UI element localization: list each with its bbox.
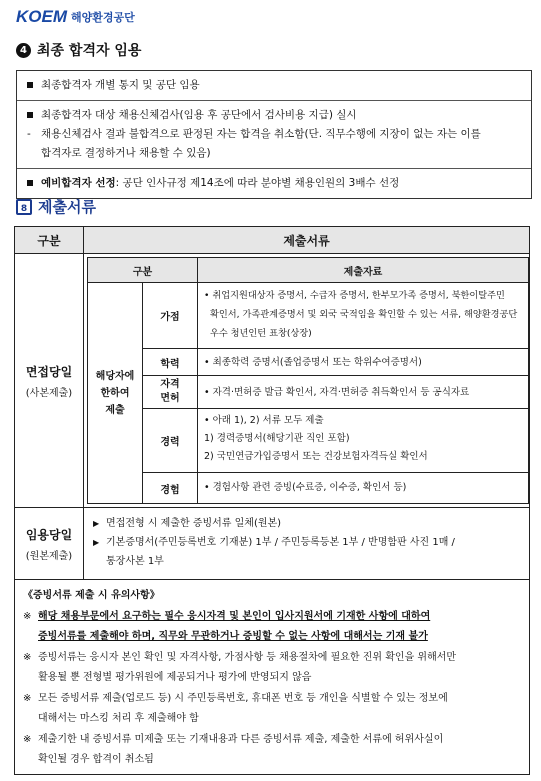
note-item: [23, 607, 521, 648]
note-text: 증빙서류를 제출해야 하며, 직무와 무관하거나 증빙할 수 없는 사항에 대해서는 기재 불가: [38, 631, 428, 642]
box-item: [17, 71, 531, 100]
interview-label: [15, 254, 84, 508]
box-item-text: 최종합격자 개별 통지 및 공단 임용: [41, 79, 200, 91]
box-sub-text: 채용신체검사 결과 불합격으로 판정된 자는 합격을 취소함(단. 직무수행에 지장이 없는 자는 이를: [41, 128, 481, 140]
doc-line: 확인서, 가족관계증명서 및 외국 국적임을 확인할 수 있는 서류, 해양환경공단: [210, 309, 518, 320]
note-text: 해당 채용부문에서 요구하는 필수 응시자격 및 본인이 입사지원서에 기재한 사항에 대하여: [38, 610, 431, 622]
applicable-label: [88, 283, 143, 503]
box-item: [17, 100, 531, 168]
row-label-exp: 경험: [143, 473, 198, 503]
note-text: 확인될 경우 합격이 취소됨: [38, 754, 154, 765]
section-title-docs: [16, 196, 96, 217]
inner-header-gubun: 구분: [88, 258, 198, 283]
note-text: 대해서는 마스킹 처리 후 제출해야 함: [38, 713, 199, 724]
doc-line: • 아래 1), 2) 서류 모두 제출: [204, 415, 324, 426]
box-item-text: : 공단 인사규정 제14조에 따라 분야별 채용인원의 3배수 선정: [115, 177, 400, 189]
applicable-text: 제출: [105, 404, 125, 416]
appoint-sub: (원본제출): [25, 550, 73, 562]
row-docs-cert: • 자격·면허증 발급 확인서, 자격·면허증 취득확인서 등 공식자료: [198, 376, 528, 409]
square-bullet-icon: [27, 112, 33, 118]
appoint-text: 통장사본 1부: [106, 556, 164, 567]
note-mark: ※: [23, 733, 32, 745]
reserve-label: 예비합격자 선정: [41, 177, 116, 189]
appoint-label: [15, 508, 84, 580]
box-sub-item: [27, 125, 521, 163]
doc-line: 우수 청년인턴 표창(상장): [210, 328, 312, 339]
applicable-text: 한하여: [100, 387, 130, 399]
appoint-title: 임용당일: [25, 527, 73, 542]
cert-label-text: 면허: [160, 393, 180, 404]
number-4-icon: 4: [16, 43, 31, 58]
section-8-icon: 8: [16, 199, 32, 215]
header-docs: 제출서류: [84, 227, 529, 254]
triangle-bullet-icon: ▶: [93, 519, 100, 528]
row-docs-career: [198, 409, 528, 473]
square-bullet-icon: [27, 180, 33, 186]
square-bullet-icon: [27, 82, 33, 88]
note-text: 제출기한 내 증빙서류 미제출 또는 기재내용과 다른 증빙서류 제출, 제출한 서류에 허위사실이: [38, 733, 444, 745]
dash-icon: -: [27, 128, 31, 140]
box-item: [17, 168, 531, 198]
row-docs-bonus: [198, 283, 528, 349]
triangle-bullet-icon: ▶: [93, 538, 100, 547]
notes-section: [15, 580, 529, 774]
inner-docs-table: [87, 257, 529, 504]
logo-ko: 해양환경공단: [71, 11, 135, 24]
note-text: 활용될 뿐 전형별 평가위원에 제공되거나 평가에 반영되지 않음: [38, 672, 312, 683]
note-mark: ※: [23, 651, 32, 663]
note-item: [23, 648, 521, 689]
box-sub-text: 합격자로 결정하거나 채용할 수 있음): [41, 147, 211, 159]
section-title-text: 최종 합격자 임용: [37, 43, 142, 59]
docs-table: [14, 226, 530, 775]
cert-label-text: 자격: [160, 379, 180, 390]
appoint-docs: [84, 508, 529, 580]
note-mark: ※: [23, 610, 32, 622]
logo-en: KOEM: [16, 7, 67, 26]
row-docs-exp: • 경험사항 관련 증빙(수료증, 이수증, 확인서 등): [204, 482, 407, 493]
row-label-cert: [143, 376, 198, 409]
interview-sub: (사본제출): [25, 387, 73, 399]
appoint-item: [93, 514, 521, 533]
applicable-text: 해당자에: [95, 370, 135, 382]
note-item: [23, 730, 521, 771]
row-docs-edu: • 최종학력 증명서(졸업증명서 또는 학위수여증명서): [198, 349, 528, 376]
doc-line: • 취업지원대상자 증명서, 수급자 증명서, 한부모가족 증명서, 북한이탈주민: [204, 290, 505, 301]
notes-title: 《증빙서류 제출 시 유의사항》: [23, 590, 160, 601]
section-title-text: 제출서류: [38, 198, 96, 216]
row-label-edu: 학력: [143, 349, 198, 376]
note-mark: ※: [23, 692, 32, 704]
doc-line: 2) 국민연금가입증명서 또는 건강보험자격득실 확인서: [204, 451, 428, 462]
logo: [16, 6, 135, 28]
interview-title: 면접당일: [25, 364, 73, 379]
row-label-career: 경력: [143, 409, 198, 473]
appoint-item: [93, 533, 521, 552]
doc-line: 1) 경력증명서(해당기관 직인 포함): [204, 433, 350, 444]
box-item-text: 최종합격자 대상 채용신체검사(임용 후 공단에서 검사비용 지급) 실시: [41, 109, 357, 121]
section-title-final: [16, 40, 141, 60]
note-text: 모든 증빙서류 제출(업로드 등) 시 주민등록번호, 휴대폰 번호 등 개인을 식별할 수 있는 정보에: [38, 692, 448, 704]
appoint-text: 기본증명서(주민등록번호 기재분) 1부 / 주민등록등본 1부 / 반명함판 사진 1매 /: [106, 537, 455, 548]
note-item: [23, 689, 521, 730]
header-gubun: 구분: [15, 227, 84, 254]
final-hire-box: [16, 70, 532, 199]
row-label-bonus: 가점: [143, 283, 198, 349]
appoint-text: 면접전형 시 제출한 증빙서류 일체(원본): [106, 518, 282, 529]
note-text: 증빙서류는 응시자 본인 확인 및 자격사항, 가점사항 등 채용절차에 필요한 진위 확인을 위해서만: [38, 651, 457, 663]
inner-header-docs: 제출자료: [198, 258, 528, 283]
